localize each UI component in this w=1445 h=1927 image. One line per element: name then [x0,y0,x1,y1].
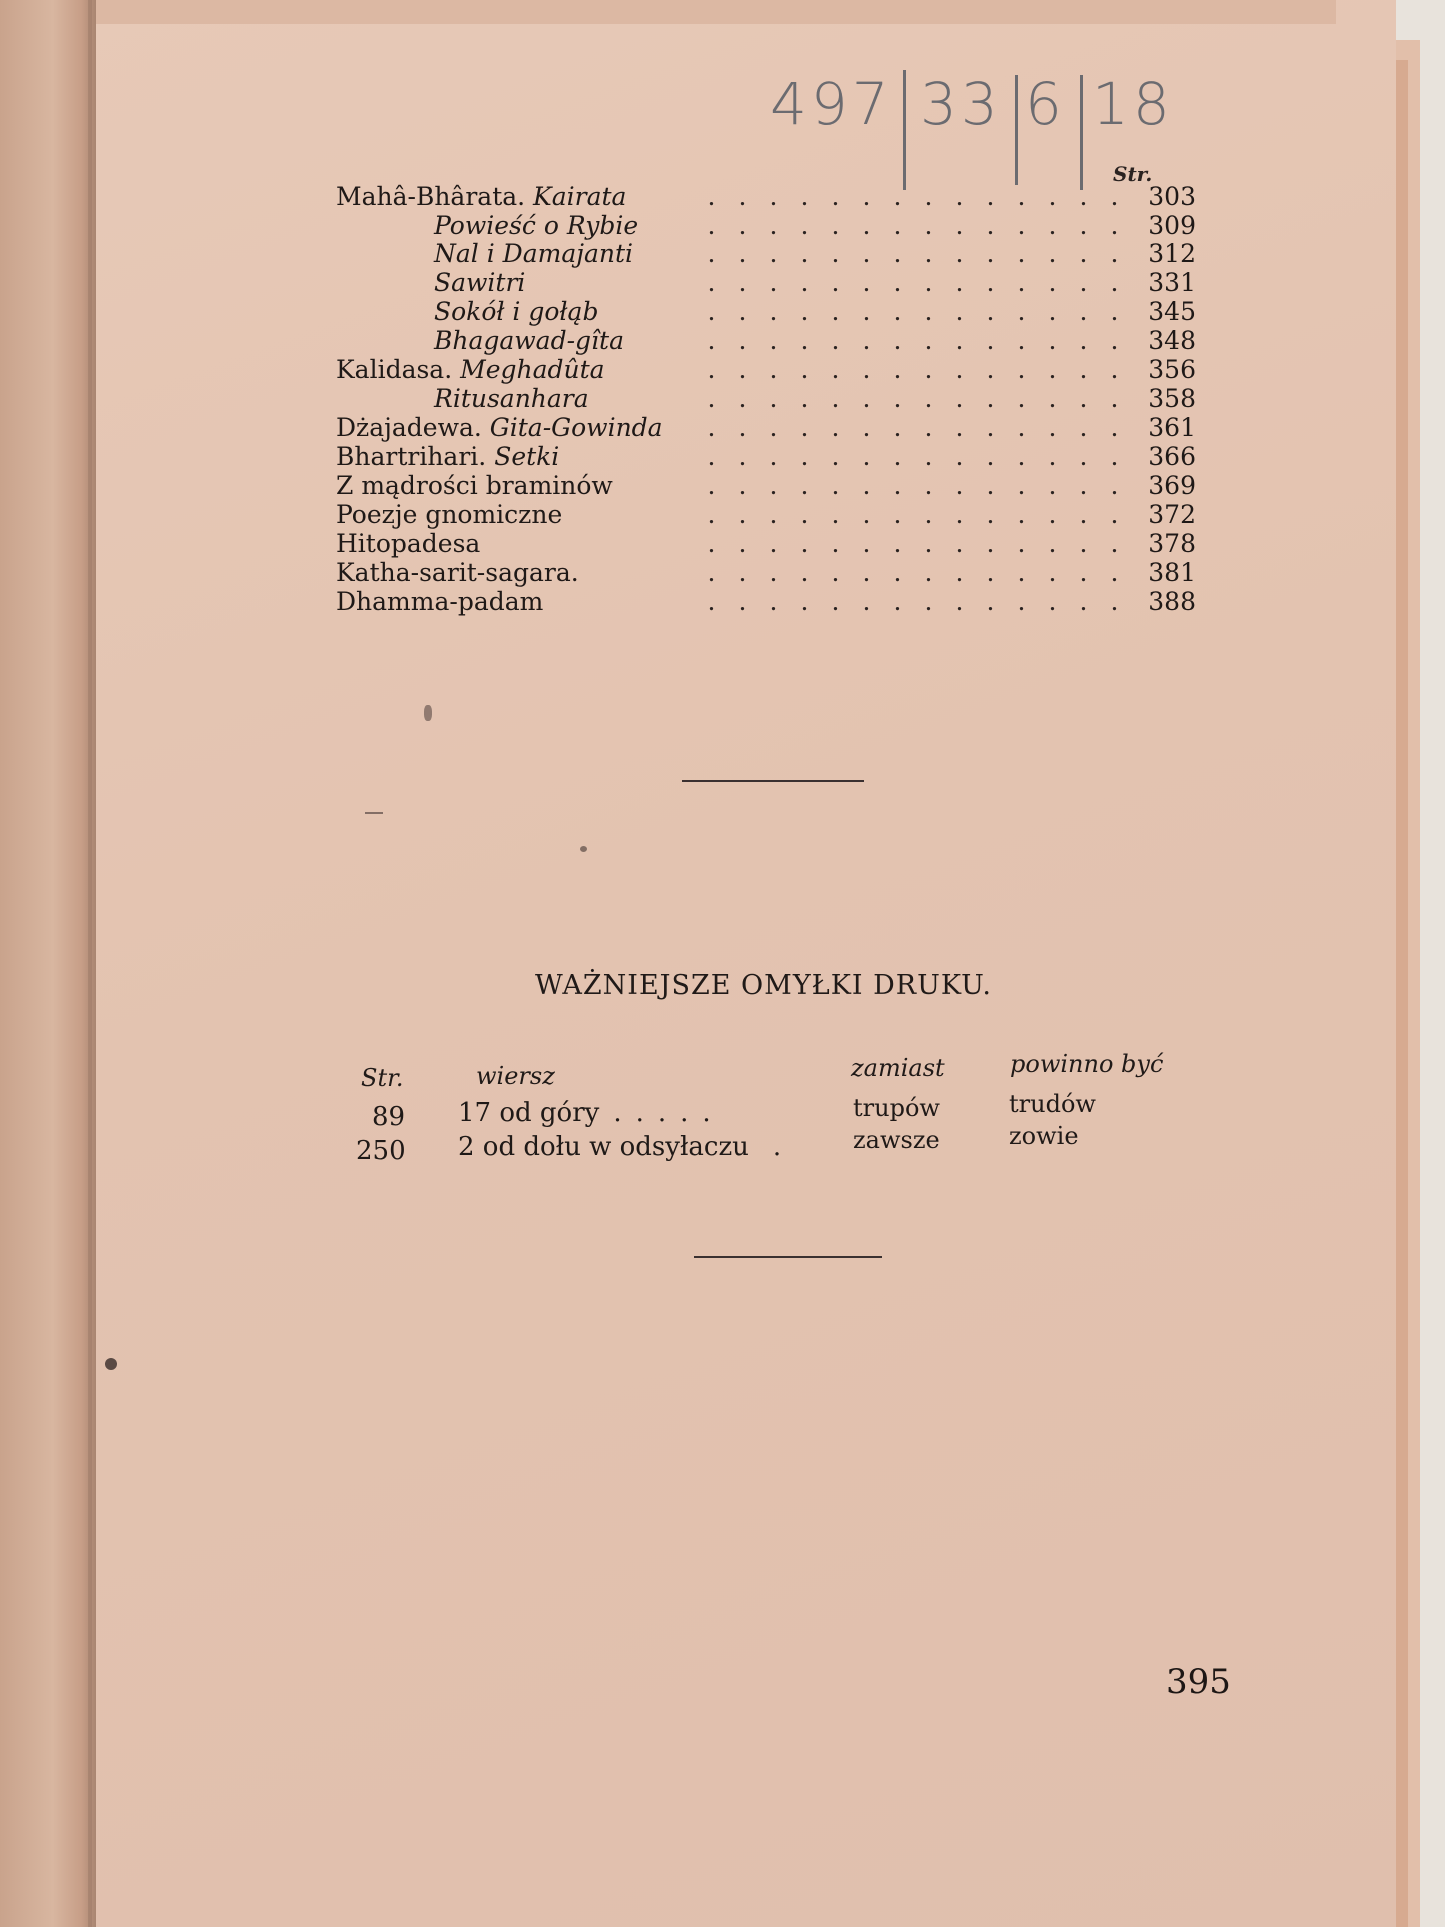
errata-row-line: 17 od góry ..... [458,1098,725,1128]
toc-entry [336,413,1196,443]
toc-entry-label [434,326,624,356]
errata-header-instead: zamiast [851,1054,945,1082]
toc-leader-dots: . . . . . . . . . . . . . . [707,268,1119,297]
toc-entry-label [434,384,589,414]
handwritten-slash [1015,75,1018,185]
handwritten-slash [1080,75,1083,190]
toc-page-number: 309 [1148,211,1196,240]
paper-speck [365,812,383,814]
toc-work-title: Sawitri [434,268,526,297]
toc-entry-label [336,500,562,530]
book-gutter [0,0,96,1927]
toc-page-number: 372 [1148,500,1196,529]
toc-work-title: Bhagawad-gîta [434,326,624,355]
toc-work-title: Ritusanhara [434,384,589,413]
toc-leader-dots: . . . . . . . . . . . . . . [707,558,1119,587]
errata-row-instead: trupów [853,1094,940,1122]
toc-leader-dots: . . . . . . . . . . . . . . [707,413,1119,442]
toc-entry [336,211,1196,241]
toc-page-number: 381 [1148,558,1196,587]
toc-entry-label [336,355,605,385]
handwritten-number: 33 [920,70,1002,138]
toc-author: Hitopadesa [336,529,481,558]
toc-leader-dots: . . . . . . . . . . . . . . [707,442,1119,471]
toc-leader-dots: . . . . . . . . . . . . . . [707,529,1119,558]
toc-page-number: 378 [1148,529,1196,558]
errata-row-line-text: 17 od góry [458,1098,600,1128]
toc-author: Dżajadewa. [336,413,482,442]
toc-leader-dots: . . . . . . . . . . . . . . [707,297,1119,326]
toc-entry [336,529,1196,559]
handwritten-number: 497 [770,70,893,138]
toc-entry-label [336,182,626,212]
toc-entry-label [434,211,638,241]
errata-row-page: 250 [356,1136,406,1166]
toc-leader-dots: . . . . . . . . . . . . . . [707,587,1119,616]
toc-entry [336,442,1196,472]
toc-entry [336,587,1196,617]
toc-work-title: Sokół i gołąb [434,297,599,326]
toc-author: Poezje gnomiczne [336,500,563,529]
toc-entry-label [434,239,633,269]
toc-entry-label [336,587,543,617]
gutter-edge [88,0,92,1927]
errata-row-line-text: 2 od dołu w odsyłaczu [458,1132,749,1162]
toc-author: Katha-sarit-sagara. [336,558,579,587]
toc-entry [336,182,1196,212]
toc-entry [336,500,1196,530]
toc-leader-dots: . . . . . . . . . . . . . . [707,326,1119,355]
toc-author: Z mądrości braminów [336,471,613,500]
toc-leader-dots: . . . . . . . . . . . . . . [707,355,1119,384]
divider-rule [682,780,864,782]
toc-author: Bhartrihari. [336,442,487,471]
toc-leader-dots: . . . . . . . . . . . . . . [707,239,1119,268]
toc-page-number: 348 [1148,326,1196,355]
errata-header-page: Str. [361,1064,404,1092]
toc-leader-dots: . . . . . . . . . . . . . . [707,384,1119,413]
errata-header-line: wiersz [476,1062,555,1090]
toc-page-number: 361 [1148,413,1196,442]
handwritten-number: 18 [1092,70,1174,138]
handwritten-number: 6 [1025,70,1066,138]
toc-leader-dots: . . . . . . . . . . . . . . [707,182,1119,211]
errata-row-should-be: trudów [1009,1090,1096,1118]
toc-page-number: 366 [1148,442,1196,471]
toc-entry [336,558,1196,588]
errata-row-line: 2 od dołu w odsyłaczu . [458,1132,782,1162]
toc-entry [336,471,1196,501]
toc-page-number: 303 [1148,182,1196,211]
toc-work-title: Gita-Gowinda [489,413,663,442]
toc-entry [336,384,1196,414]
errata-row-should-be: zowie [1009,1122,1079,1150]
toc-entry [336,297,1196,327]
toc-page-number: 345 [1148,297,1196,326]
toc-page-number: 356 [1148,355,1196,384]
toc-work-title: Setki [494,442,560,471]
toc-leader-dots: . . . . . . . . . . . . . . [707,471,1119,500]
toc-entry-label [336,529,480,559]
toc-entry [336,326,1196,356]
toc-work-title: Powieść o Rybie [434,211,639,240]
errata-row-instead: zawsze [853,1126,940,1154]
errata-row-page: 89 [372,1102,406,1132]
toc-work-title: Nal i Damajanti [434,239,634,268]
toc-entry-label [434,268,525,298]
toc-entry [336,268,1196,298]
toc-page-header: Str. [1113,162,1153,186]
toc-entry [336,355,1196,385]
toc-page-number: 312 [1148,239,1196,268]
errata-title: WAŻNIEJSZE OMYŁKI DRUKU. [535,970,992,1001]
paper-speck [105,1358,117,1370]
toc-leader-dots: . . . . . . . . . . . . . . [707,500,1119,529]
page-number: 395 [1166,1662,1231,1702]
divider-rule [694,1256,882,1258]
toc-page-number: 358 [1148,384,1196,413]
paper-speck [424,705,432,721]
toc-entry-label [336,442,559,472]
toc-page-number: 388 [1148,587,1196,616]
toc-entry-label [336,558,579,588]
toc-entry-label [336,471,613,501]
toc-work-title: Kairata [533,182,627,211]
toc-author: Mahâ-Bhârata. [336,182,526,211]
toc-author: Dhamma-padam [336,587,544,616]
toc-page-number: 369 [1148,471,1196,500]
page-top-edge [96,0,1336,24]
toc-entry-label [434,297,598,327]
errata-header-should-be: powinno być [1010,1050,1164,1078]
paper-speck [580,846,587,852]
handwritten-slash [903,70,906,190]
toc-work-title: Meghadûta [460,355,605,384]
toc-page-number: 331 [1148,268,1196,297]
toc-entry [336,239,1196,269]
toc-leader-dots: . . . . . . . . . . . . . . [707,211,1119,240]
toc-entry-label [336,413,663,443]
toc-author: Kalidasa. [336,355,453,384]
